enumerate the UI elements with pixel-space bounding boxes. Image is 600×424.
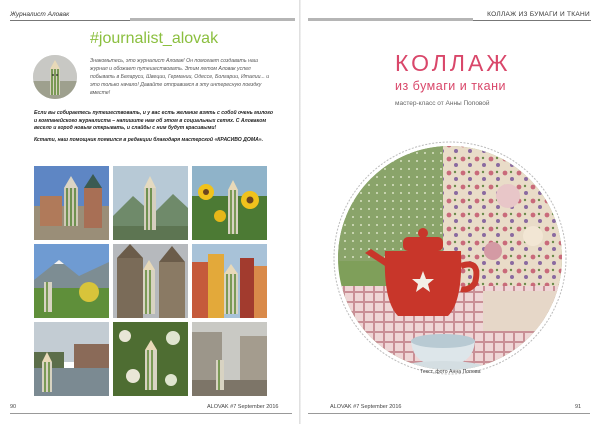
right-header-bar (308, 18, 473, 21)
photo-castle (34, 166, 109, 240)
photo-caption: Текст, фото Анна Попова (420, 369, 481, 375)
body-paragraph-2: Кстати, наш помощник появился в редакции благодаря мастерской «КРАСИВО ДОМА». (34, 136, 263, 143)
square-photo-icon (192, 322, 267, 396)
photo-mountain (113, 166, 188, 240)
body-paragraph-1: Если вы собираетесь путешествовать, и у вас есть желание взять с собой очень милого и компанейского журналиста – напишите нам об этом в социальных сетях. С Алoваком весело и город новым открывать, и слайды с ним будут красивыми! (34, 110, 273, 132)
alps-photo-icon (34, 244, 109, 318)
intro-text: Знакомьтесь, это журналист Алoвак! Он помогает создавать наш журнал и обожает путешествовать. Этим летом Алoвак успел побывать в Беларуси, Швеции, Германии, Одессе, Болгарии, Италии... и это только начало! Давайте отправимся в эту интересную поездку вместе! (90, 58, 270, 96)
pencil-mascot-icon (33, 55, 77, 99)
body-text (34, 110, 274, 148)
left-header-bar (130, 18, 295, 21)
journalist-avatar (33, 55, 77, 99)
article-title: КОЛЛАЖ (395, 50, 511, 76)
footer-left: ALOVAK #7 September 2016 (207, 404, 279, 410)
river-photo-icon (34, 322, 109, 396)
castle-photo-icon (34, 166, 109, 240)
houses-photo-icon (192, 244, 267, 318)
footer-rule-right (308, 413, 590, 414)
footer-right: ALOVAK #7 September 2016 (330, 404, 402, 410)
article-author: мастер-класс от Анны Поповой (395, 100, 490, 107)
footer-rule-left (10, 413, 292, 414)
page-number-left: 90 (10, 404, 17, 410)
collage-teapot-icon (333, 141, 567, 375)
photo-square (192, 322, 267, 396)
photo-flowers (113, 322, 188, 396)
collage-image (333, 141, 567, 375)
page-number-right: 91 (575, 404, 582, 410)
hashtag-title: #journalist_alovak (90, 30, 219, 47)
mountain-photo-icon (113, 166, 188, 240)
left-header-rule (10, 20, 130, 21)
photo-sunflowers (192, 166, 267, 240)
gutter (299, 0, 301, 424)
sunflowers-photo-icon (192, 166, 267, 240)
right-header-rule (473, 20, 591, 21)
left-page-header: Журналист Алoвак (10, 11, 70, 18)
photo-houses (192, 244, 267, 318)
flowers-photo-icon (113, 322, 188, 396)
cathedral-photo-icon (113, 244, 188, 318)
photo-grid (34, 166, 267, 398)
photo-cathedral (113, 244, 188, 318)
photo-river (34, 322, 109, 396)
right-page-header: КОЛЛАЖ ИЗ БУМАГИ И ТКАНИ (487, 11, 590, 18)
photo-alps (34, 244, 109, 318)
article-subtitle: из бумаги и ткани (395, 79, 507, 93)
